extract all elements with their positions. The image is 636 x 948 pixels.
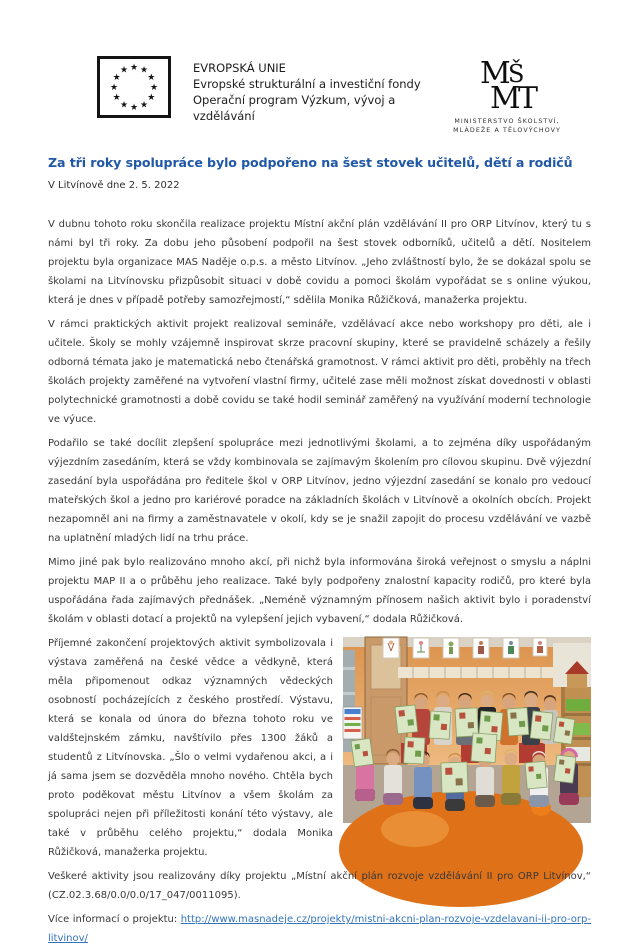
svg-text:★: ★ [129,103,139,113]
document-header [48,56,591,135]
msmt-monogram-icon [462,56,552,116]
more-info-label: Více informací o projektu: [48,914,181,925]
eu-program-text [193,56,453,124]
svg-text:★: ★ [119,65,129,76]
msmt-caption-line1: MINISTERSTVO ŠKOLSTVÍ, [454,118,560,125]
msmt-caption [453,118,561,135]
msmt-logo [453,56,561,135]
paragraph-2: V rámci praktických aktivit projekt realizoval semináře, vzdělávací akce nebo workshopy pro děti, ale i učitele. Školy se mohly vzájemně inspirovat skrze pracovní skupiny, které se pravidelně scházely a řešily odborná témata jako je matematická nebo čtenářská gramotnost. V rámci aktivit pro děti, proběhly na třech školách projekty zaměřené na vytvoření vlastní firmy, učitelé zase měli možnost získat dovednosti v oblasti polytechnické gramotnosti a době covidu se také hodil seminář zaměřený na využívání moderní technologie ve výuce. [48,319,591,425]
paragraph-1: V dubnu tohoto roku skončila realizace projektu Místní akční plán vzdělávání II pro ORP Litvínov, který tu s námi byl tři roky. Za dobu jeho působení podpořil na šest stovek odborníků, učitelů a dětí. Nositelem projektu byla organizace MAS Naděje o.p.s. a město Litvínov. „Jeho zvláštností bylo, že se dokázal spolu se školami na Litvínovsku přizpůsobit situaci v době covidu a pomoci školám vypořádat se s online výukou, která je dnes v případě potřeby samozřejmostí,“ sdělila Monika Růžičková, manažerka projektu. [48,219,591,306]
eu-text-line1: EVROPSKÁ UNIE [193,61,286,75]
svg-text:★: ★ [119,100,129,111]
eu-text-line2: Evropské strukturální a investiční fondy [193,77,421,91]
dateline: V Litvínově dne 2. 5. 2022 [48,180,180,191]
svg-text:T: T [518,81,539,116]
svg-text:★: ★ [139,65,149,76]
svg-text:★: ★ [112,73,121,83]
svg-text:★: ★ [129,63,139,73]
msmt-caption-line2: MLÁDEŽE A TĚLOVÝCHOVY [453,126,561,134]
svg-text:★: ★ [139,100,149,111]
svg-text:M: M [490,81,521,116]
paragraph-4: Mimo jiné pak bylo realizováno mnoho akcí, při nichž byla informována široká veřejnost o smyslu a náplni projektu MAP II a o průběhu jeho realizace. Také byly podpořeny znalostní kapacity rodičů, pro které byla uspořádána řada zajímavých přednášek. „Neméně významným přínosem našich aktivit bylo i poradenství školám v oblasti dotací a projektů na vylepšení jejich vybavení,“ dodala Růžičková. [48,557,591,625]
article-title: Za tři roky spolupráce bylo podpořeno na šest stovek učitelů, dětí a rodičů [48,155,573,170]
more-info-paragraph [48,910,591,948]
svg-text:★: ★ [147,73,156,83]
eu-flag-logo [97,56,171,122]
svg-text:★: ★ [109,83,119,93]
svg-text:★: ★ [147,93,156,103]
svg-text:Š: Š [508,60,525,88]
article-body [48,215,591,948]
paragraph-5: Příjemné zakončení projektových aktivit symbolizovala i výstava zaměřená na české vědce a vědkyně, která měla připomenout odkaz významných vědeckých osobností pocházejících z českého prostředí. Výstavu, která se konala od února do března tohoto roku ve valdštejnském zámku, navštívilo přes 1300 žáků a studentů z Litvínovska. „Šlo o velmi vydařenou akci, a i já sama jsem se dozvěděla mnoho nového. Chtěla bych proto poděkovat městu Litvínov a všem školám za spolupráci nejen při příležitosti konání této výstavy, ale také v průběhu celého projektu,“ dodala Monika Růžičková, manažerka projektu. [48,638,333,858]
closing-paragraph: Veškeré aktivity jsou realizovány díky projektu „Místní akční plán rozvoje vzdělávání II pro ORP Litvínov,“ (CZ.02.3.68/0.0/0.0/17_047/0011095). [48,871,591,901]
paragraph-3: Podařilo se také docílit zlepšení spolupráce mezi jednotlivými školami, a to zejména díky uspořádaným výjezdním zasedáním, která se vždy kombinovala se zajímavým školením pro cílovou skupinu. Dvě výjezdní zasedání byla uspořádána pro ředitele škol v ORP Litvínov, jedno výjezdní zasedání se konalo pro vedoucí mateřských škol a jedno pro kariérové poradce na základních školách v Litvínově a okolních obcích. Projekt nezapomněl ani na firmy a zaměstnavatele v okolí, kdy se je snažil zapojit do procesu vzdělávání ve vazbě na uplatnění mladých lidí na trhu práce. [48,438,591,544]
classroom-photo [343,637,591,823]
svg-text:★: ★ [112,93,121,103]
svg-text:★: ★ [149,83,159,93]
eu-text-line3: Operační program Výzkum, vývoj a vzdělávání [193,93,396,123]
project-link[interactable]: http://www.masnadeje.cz/projekty/mistni-akcni-plan-rozvoje-vzdelavani-ii-pro-orp-litvinov/ [48,914,591,944]
svg-text:M: M [480,56,511,91]
